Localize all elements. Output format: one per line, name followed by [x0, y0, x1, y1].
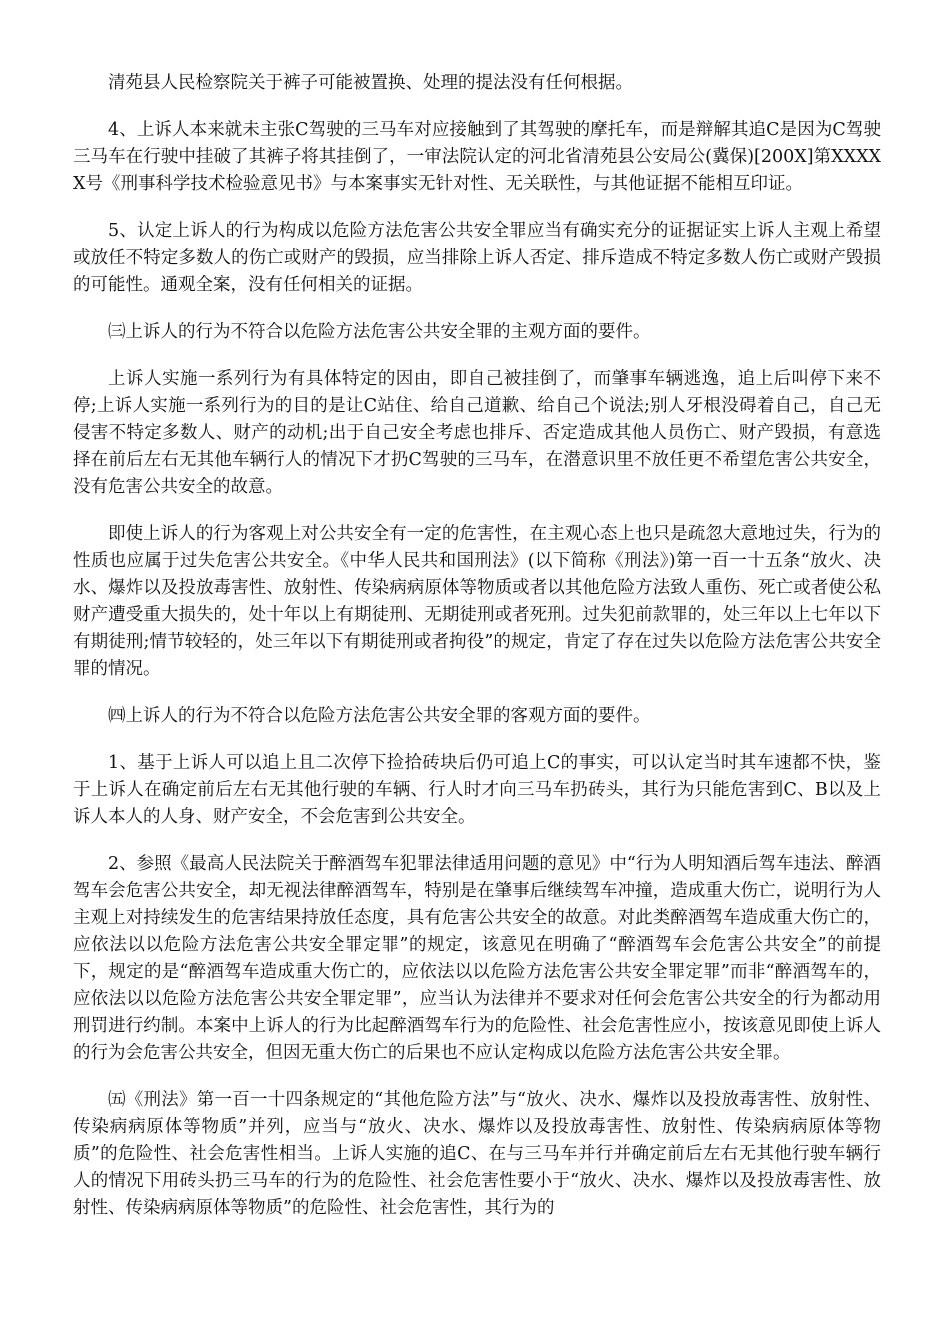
paragraph-5: 上诉人实施一系列行为有具体特定的因由，即自己被挂倒了，而肇事车辆逃逸，追上后叫停下来不停;上诉人实施一系列行为的目的是让C站住、给自己道歉、给自己个说法;别人牙根没碍着自己，自己无侵害不特定多数人、财产的动机;出于自己安全考虑也排斥、否定造成其他人员伤亡、财产毁损，有意选择在前后左右无其他车辆行人的情况下才扔C驾驶的三马车，在潜意识里不放任更不希望危害公共安全，没有危害公共安全的故意。 [73, 369, 881, 497]
paragraph-10: ㈤《刑法》第一百一十四条规定的“其他危险方法”与“放火、决水、爆炸以及投放毒害性、放射性、传染病病原体等物质”并列，应当与“放火、决水、爆炸以及投放毒害性、放射性、传染病病原体等物质”的危险性、社会危害性相当。上诉人实施的追C、在与三马车并行并确定前后左右无其他行驶车辆行人的情况下用砖头扔三马车的行为的危险性、社会危害性要小于“放火、决水、爆炸以及投放毒害性、放射性、传染病病原体等物质”的危险性、社会危害性，其行为的 [73, 1090, 881, 1218]
paragraph-3: 5、认定上诉人的行为构成以危险方法危害公共安全罪应当有确实充分的证据证实上诉人主观上希望或放任不特定多数人的伤亡或财产的毁损，应当排除上诉人否定、排斥造成不特定多数人伤亡或财产毁损的可能性。通观全案，没有任何相关的证据。 [73, 221, 881, 295]
document-body [73, 70, 881, 1242]
section-heading-4: ㈣上诉人的行为不符合以危险方法危害公共安全罪的客观方面的要件。 [108, 706, 651, 726]
paragraph-2: 4、上诉人本来就未主张C驾驶的三马车对应接触到了其驾驶的摩托车，而是辩解其追C是因为C驾驶三马车在行驶中挂破了其裤子将其挂倒了，一审法院认定的河北省清苑县公安局公(冀保)[200X]第XXXXX号《刑事科学技术检验意见书》与本案事实无针对性、无关联性，与其他证据不能相互印证。 [73, 120, 881, 194]
paragraph-1: 清苑县人民检察院关于裤子可能被置换、处理的提法没有任何根据。 [108, 73, 633, 93]
paragraph-8: 1、基于上诉人可以追上且二次停下捡拾砖块后仍可追上C的事实，可以认定当时其车速都不快，鉴于上诉人在确定前后左右无其他行驶的车辆、行人时才向三马车扔砖头，其行为只能危害到C、B以及上诉人本人的人身、财产安全，不会危害到公共安全。 [73, 753, 881, 827]
paragraph-6: 即使上诉人的行为客观上对公共安全有一定的危害性，在主观心态上也只是疏忽大意地过失，行为的性质也应属于过失危害公共安全。《中华人民共和国刑法》(以下简称《刑法》)第一百一十五条“放火、决水、爆炸以及投放毒害性、放射性、传染病病原体等物质或者以其他危险方法致人重伤、死亡或者使公私财产遭受重大损失的，处十年以上有期徒刑、无期徒刑或者死刑。过失犯前款罪的，处三年以上七年以下有期徒刑;情节较轻的，处三年以下有期徒刑或者拘役”的规定，肯定了存在过失以危险方法危害公共安全罪的情况。 [73, 524, 881, 679]
section-heading-3: ㈢上诉人的行为不符合以危险方法危害公共安全罪的主观方面的要件。 [108, 322, 651, 342]
paragraph-9: 2、参照《最高人民法院关于醉酒驾车犯罪法律适用问题的意见》中“行为人明知酒后驾车违法、醉酒驾车会危害公共安全，却无视法律醉酒驾车，特别是在肇事后继续驾车冲撞，造成重大伤亡，说明行为人主观上对持续发生的危害结果持放任态度，具有危害公共安全的故意。对此类醉酒驾车造成重大伤亡的，应依法以以危险方法危害公共安全罪定罪”的规定，该意见在明确了“醉酒驾车会危害公共安全”的前提下，规定的是“醉酒驾车造成重大伤亡的，应依法以以危险方法危害公共安全罪定罪”而非“醉酒驾车的，应依法以以危险方法危害公共安全罪定罪”，应当认为法律并不要求对任何会危害公共安全的行为都动用刑罚进行约制。本案中上诉人的行为比起醉酒驾车行为的危险性、社会危害性应小，按该意见即使上诉人的行为会危害公共安全，但因无重大伤亡的后果也不应认定构成以危险方法危害公共安全罪。 [73, 854, 881, 1063]
